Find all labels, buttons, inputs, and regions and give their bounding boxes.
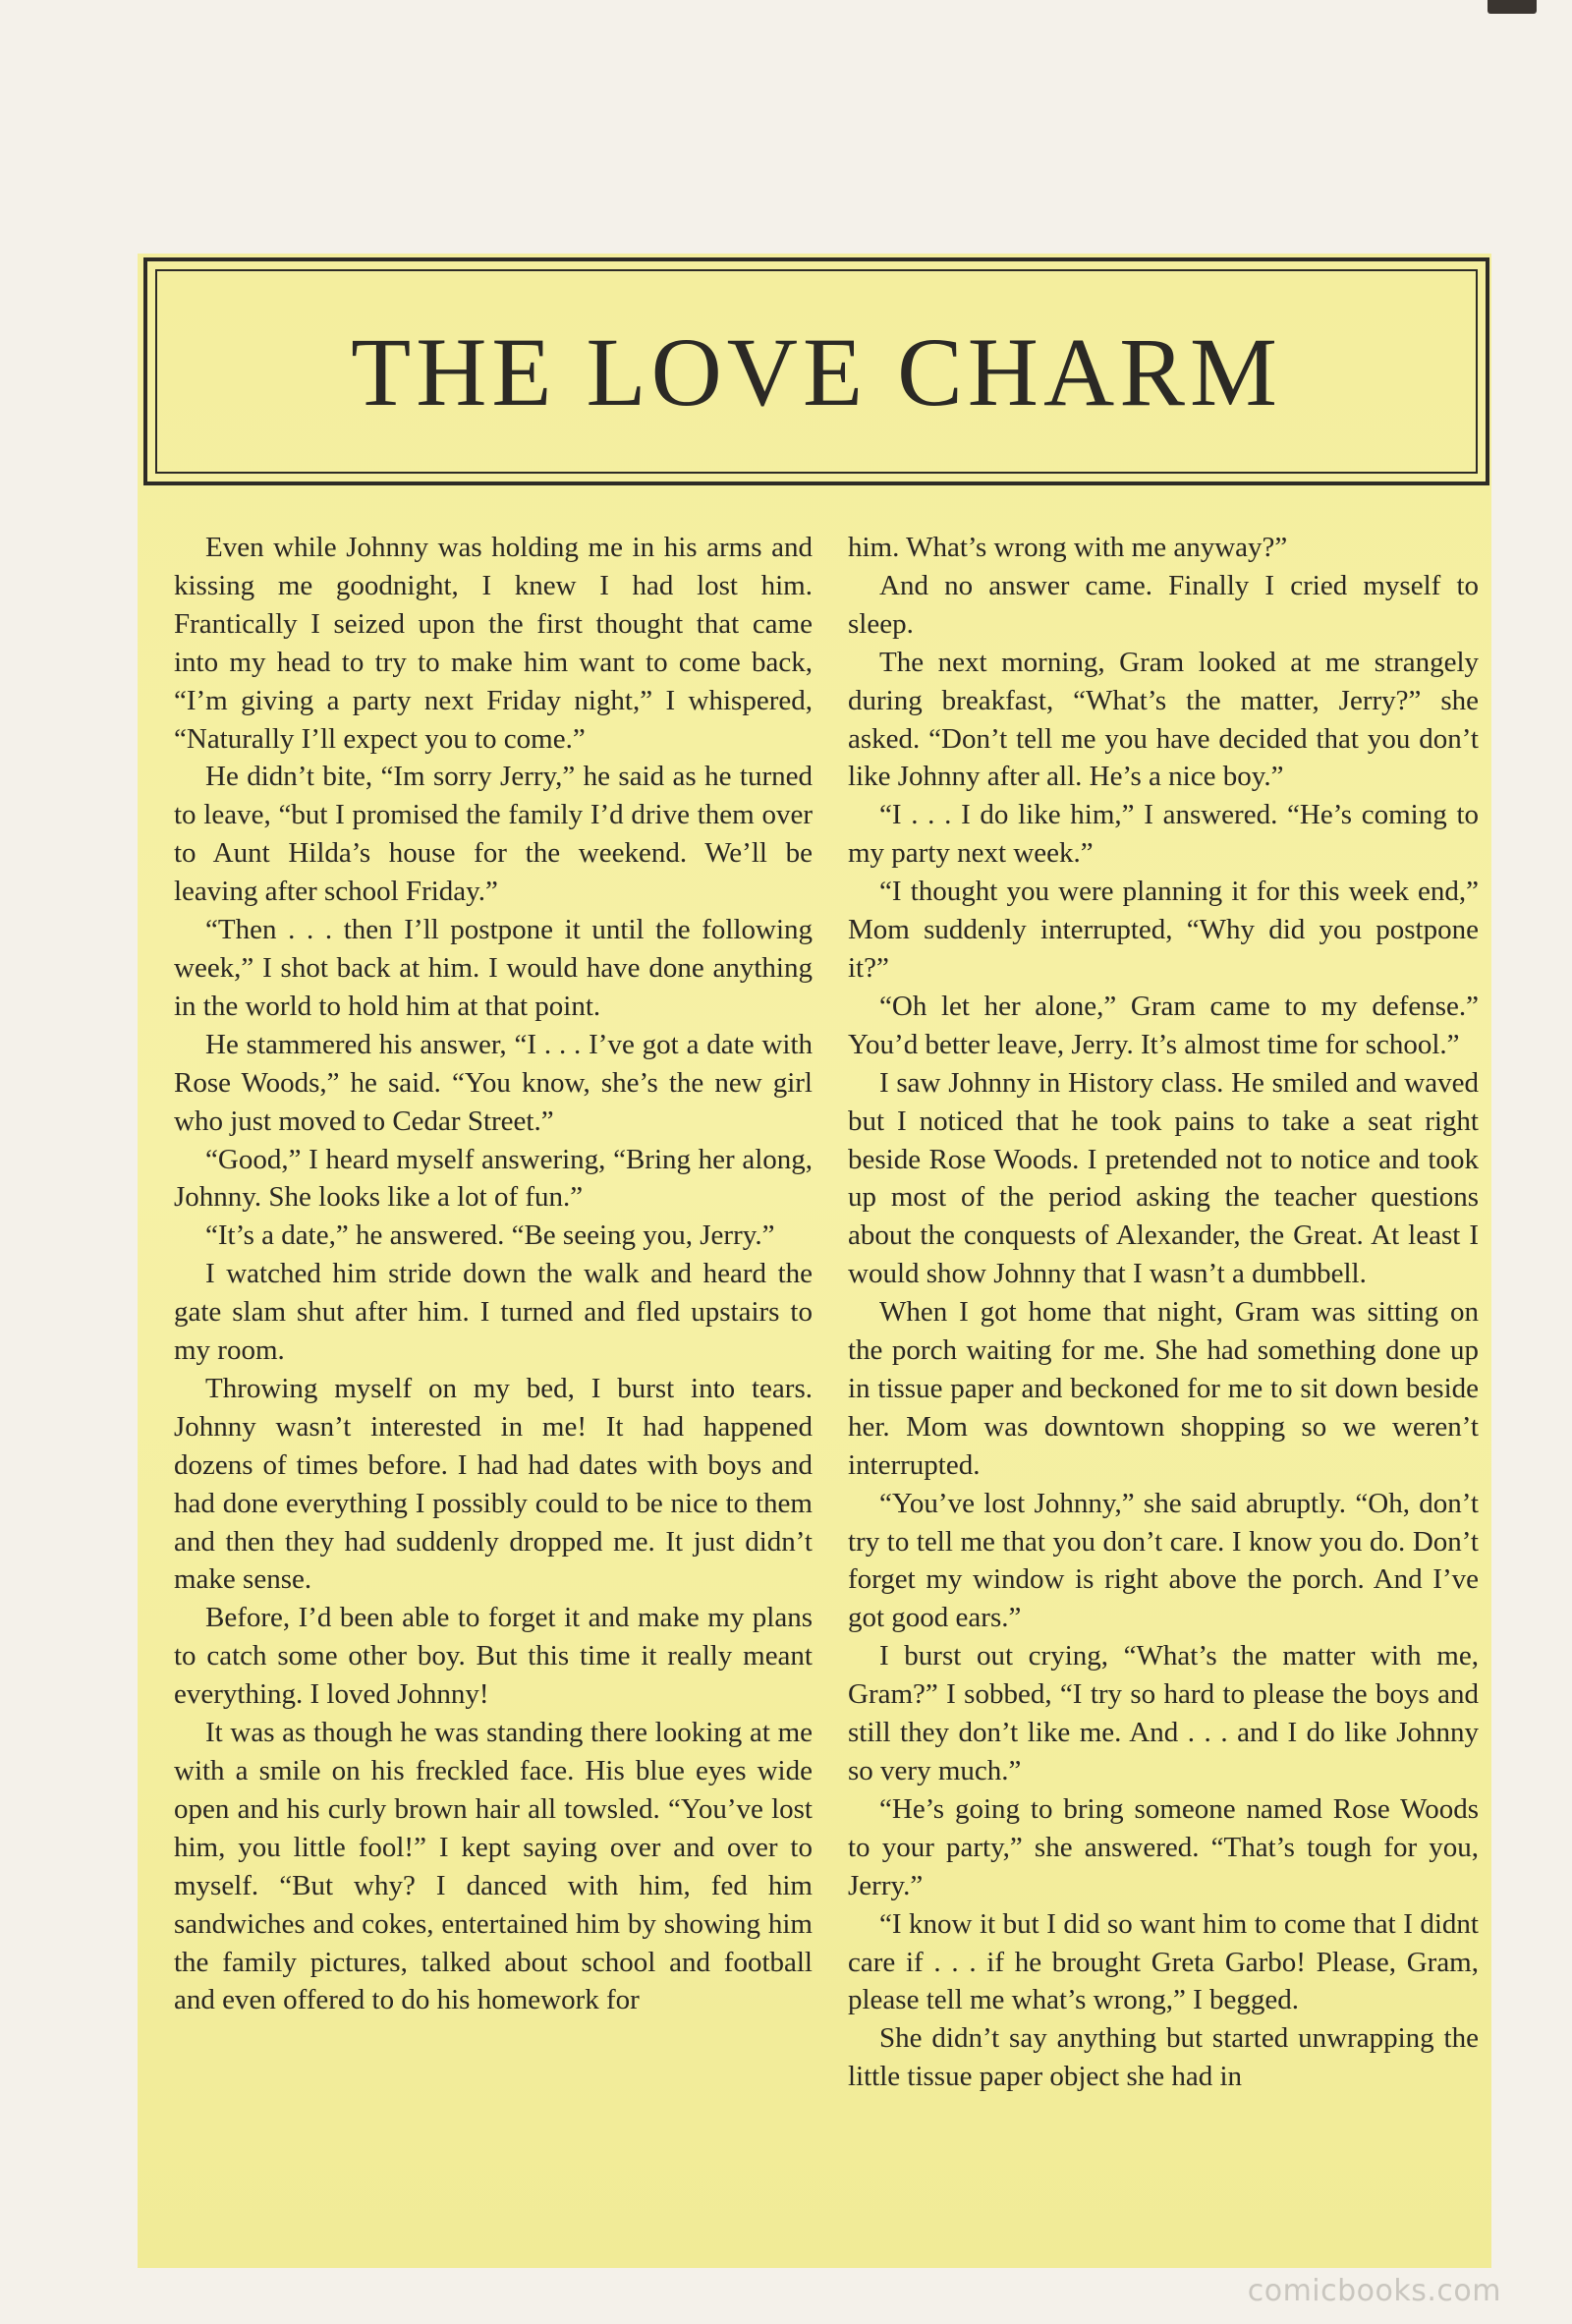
paragraph: She didn’t say anything but started unwrapping the little tissue paper object she had in: [848, 2022, 1479, 2093]
paragraph: Even while Johnny was holding me in his arms and kissing me goodnight, I knew I had lost him. Frantically I seized upon the first thought that came into my head to try to make him want to come back, “I’m giving a party next Friday night,” I whispered, “Naturally I’ll expect you to come.”: [174, 532, 813, 755]
left-column: [174, 529, 813, 2019]
paragraph: “I . . . I do like him,” I answered. “He’s coming to my party next week.”: [848, 799, 1479, 870]
paragraph: Throwing myself on my bed, I burst into tears. Johnny wasn’t interested in me! It had happened dozens of times before. I had had dates with boys and had done everything I possibly could to be nice to them and then they had suddenly dropped me. It just didn’t make sense.: [174, 1372, 813, 1596]
paragraph: It was as though he was standing there looking at me with a smile on his freckled face. His blue eyes wide open and his curly brown hair all towsled. “You’ve lost him, you little fool!” I kept saying over and over to myself. “But why? I danced with him, fed him sandwiches and cokes, entertained him by showing him the family pictures, talked about school and football and even offered to do his homework for: [174, 1717, 813, 2016]
paragraph: And no answer came. Finally I cried myself to sleep.: [848, 569, 1479, 640]
title-inner-frame: [155, 269, 1478, 474]
paragraph: When I got home that night, Gram was sitting on the porch waiting for me. She had something done up in tissue paper and beckoned for me to sit down beside her. Mom was downtown shopping so we weren’t interrupted.: [848, 1296, 1479, 1481]
story-title: THE LOVE CHARM: [351, 316, 1282, 426]
paragraph: The next morning, Gram looked at me strangely during breakfast, “What’s the matter, Jerry?” she asked. “Don’t tell me you have decided that you don’t like Johnny after all. He’s a nice boy.”: [848, 646, 1479, 793]
paragraph: “I know it but I did so want him to come that I didnt care if . . . if he brought Greta Garbo! Please, Gram, please tell me what’s wrong,” I begged.: [848, 1907, 1479, 2016]
paragraph: “He’s going to bring someone named Rose Woods to your party,” she answered. “That’s tough for you, Jerry.”: [848, 1792, 1479, 1901]
paragraph: Before, I’d been able to forget it and make my plans to catch some other boy. But this time it really meant everything. I loved Johnny!: [174, 1602, 813, 1711]
paragraph: “It’s a date,” he answered. “Be seeing you, Jerry.”: [205, 1219, 775, 1252]
right-column: [848, 529, 1479, 2096]
paragraph: I burst out crying, “What’s the matter with me, Gram?” I sobbed, “I try so hard to please the boys and still they don’t like me. And . . . and I do like Johnny so very much.”: [848, 1640, 1479, 1786]
story-panel: [138, 254, 1491, 2268]
paragraph: I saw Johnny in History class. He smiled and waved but I noticed that he took pains to take a seat right beside Rose Woods. I pretended not to notice and took up most of the period asking the teacher questions about the conquests of Alexander, the Great. At least I would show Johnny that I wasn’t a dumbbell.: [848, 1066, 1479, 1290]
paragraph: “Oh let her alone,” Gram came to my defense.” You’d better leave, Jerry. It’s almost time for school.”: [848, 990, 1479, 1060]
paragraph: He stammered his answer, “I . . . I’ve got a date with Rose Woods,” he said. “You know, she’s the new girl who just moved to Cedar Street.”: [174, 1028, 813, 1137]
watermark: comicbooks.com: [1247, 2274, 1501, 2308]
paragraph: “Then . . . then I’ll postpone it until the following week,” I shot back at him. I would have done anything in the world to hold him at that point.: [174, 914, 813, 1022]
paragraph: I watched him stride down the walk and heard the gate slam shut after him. I turned and fled upstairs to my room.: [174, 1258, 813, 1367]
paragraph: “I thought you were planning it for this week end,” Mom suddenly interrupted, “Why did you postpone it?”: [848, 876, 1479, 984]
corner-mark: [1488, 0, 1537, 14]
paragraph-continuation: him. What’s wrong with me anyway?”: [848, 532, 1288, 563]
paragraph: He didn’t bite, “Im sorry Jerry,” he said as he turned to leave, “but I promised the family I’d drive them over to Aunt Hilda’s house for the weekend. We’ll be leaving after school Friday.”: [174, 761, 813, 908]
paragraph: “Good,” I heard myself answering, “Bring her along, Johnny. She looks like a lot of fun.”: [174, 1143, 813, 1214]
title-frame: [143, 257, 1489, 485]
paragraph: “You’ve lost Johnny,” she said abruptly. “Oh, don’t try to tell me that you don’t care. I know you do. Don’t forget my window is right above the porch. And I’ve got good ears.”: [848, 1487, 1479, 1634]
